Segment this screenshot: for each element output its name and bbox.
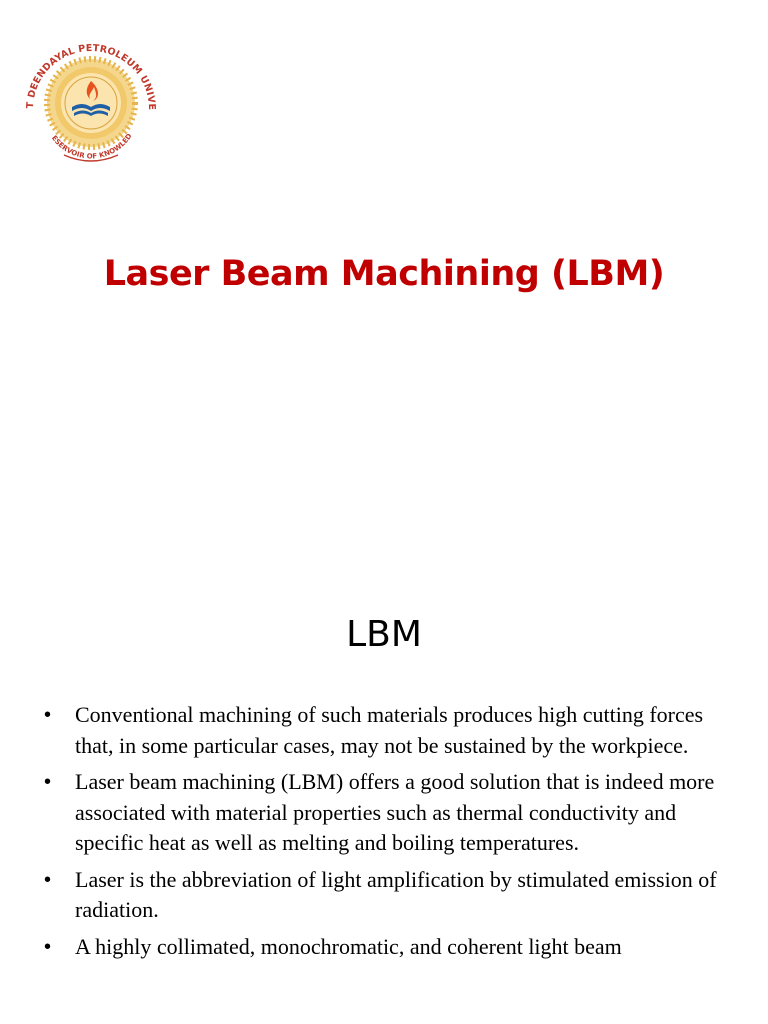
university-logo (16, 37, 166, 170)
seal-top-text: T DEENDAYAL PETROLEUM UNIVE (24, 42, 158, 111)
seal-bottom-text: ESERVOIR OF KNOWLED (49, 132, 134, 161)
bullet-item: • Laser is the abbreviation of light amplification by stimulated emission of radiation. (44, 865, 744, 926)
university-seal-icon (16, 37, 166, 170)
bullet-list (44, 700, 744, 968)
content-slide (0, 580, 768, 1024)
bullet-item: • A highly collimated, monochromatic, and coherent light beam (44, 932, 744, 963)
section-title: LBM (346, 614, 422, 655)
bullet-item: • Conventional machining of such materials produces high cutting forces that, in some particular cases, may not be sustained by the workpiece. (44, 700, 744, 761)
slide-title: Laser Beam Machining (LBM) (103, 254, 665, 294)
bullet-item: • Laser beam machining (LBM) offers a good solution that is indeed more associated with material properties such as thermal conductivity and specific heat as well as melting and boiling temperatures. (44, 767, 744, 859)
sun-rays (47, 59, 135, 147)
